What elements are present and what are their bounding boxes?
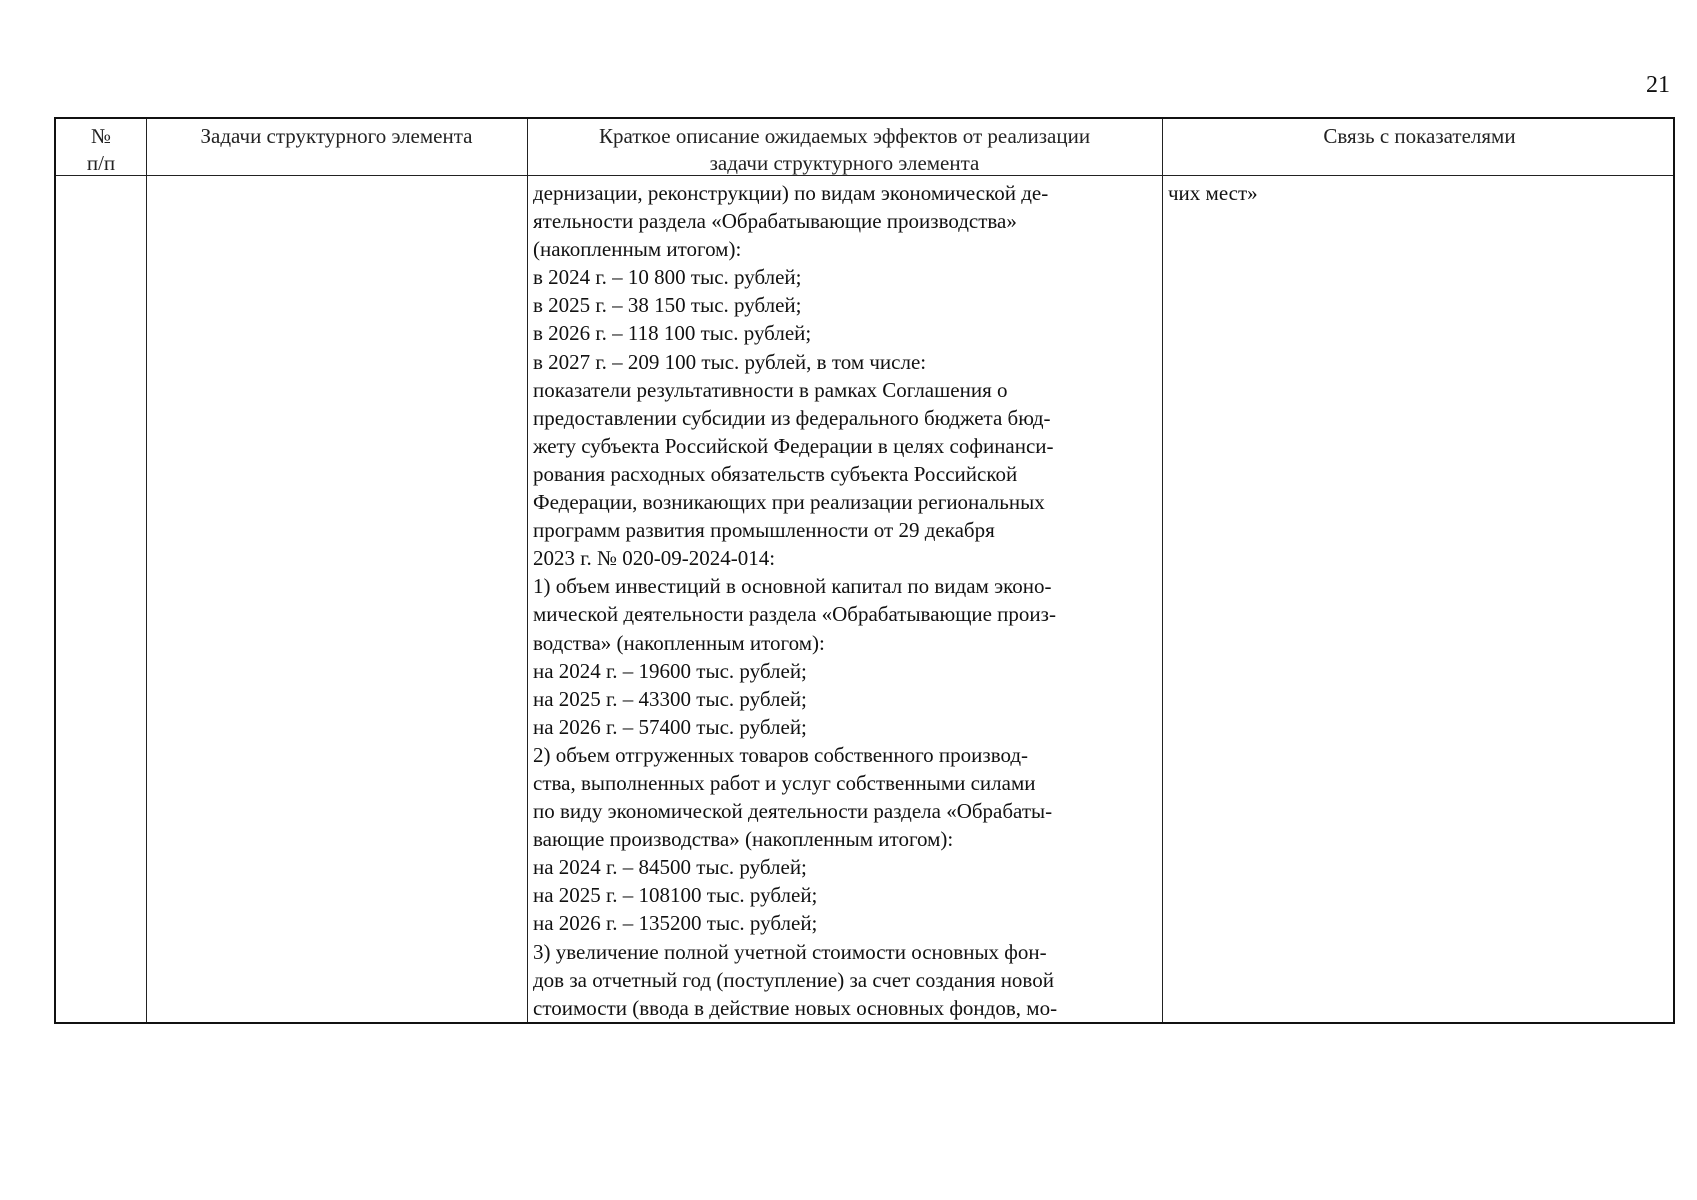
description-line: 2) объем отгруженных товаров собственного производ- — [533, 742, 1029, 767]
description-line: на 2026 г. – 135200 тыс. рублей; — [533, 911, 818, 936]
description-line: на 2025 г. – 43300 тыс. рублей; — [533, 686, 807, 711]
description-line: вающие производства» (накопленным итогом): — [533, 827, 954, 852]
description-line: жету субъекта Российской Федерации в целях софинанси- — [533, 433, 1054, 458]
description-line: в 2027 г. – 209 100 тыс. рублей, в том числе: — [533, 349, 927, 374]
column-divider — [146, 119, 147, 1022]
description-line: стоимости (ввода в действие новых основных фондов, мо- — [533, 995, 1058, 1020]
description-line: дернизации, реконструкции) по видам экономической де- — [533, 181, 1049, 205]
description-line: мической деятельности раздела «Обрабатывающие произ- — [533, 602, 1056, 627]
description-line: показатели результативности в рамках Соглашения о — [533, 377, 1008, 402]
description-line: 2023 г. № 020-09-2024-014: — [533, 546, 776, 571]
link-cell: чих мест» — [1168, 181, 1258, 205]
description-line: рования расходных обязательств субъекта Российской — [533, 461, 1018, 486]
description-line: ятельности раздела «Обрабатывающие производства» — [533, 209, 1017, 234]
column-divider — [1162, 119, 1163, 1022]
header-link: Связь с показателями — [1323, 124, 1516, 148]
description-line: водства» (накопленным итогом): — [533, 630, 825, 655]
column-divider — [527, 119, 528, 1022]
description-line: дов за отчетный год (поступление) за счет создания новой — [533, 967, 1054, 992]
description-line: (накопленным итогом): — [533, 237, 742, 262]
description-line: на 2024 г. – 19600 тыс. рублей; — [533, 658, 807, 683]
description-line: ства, выполненных работ и услуг собственными силами — [533, 770, 1036, 795]
description-line: 3) увеличение полной учетной стоимости основных фон- — [533, 939, 1047, 964]
page-number: 21 — [1646, 72, 1670, 98]
description-line: программ развития промышленности от 29 декабря — [533, 518, 995, 543]
document-table — [54, 117, 1675, 1024]
description-line: по виду экономической деятельности раздела «Обрабаты- — [533, 799, 1053, 824]
description-line: в 2025 г. – 38 150 тыс. рублей; — [533, 293, 802, 318]
description-line: на 2026 г. – 57400 тыс. рублей; — [533, 714, 807, 739]
description-line: в 2024 г. – 10 800 тыс. рублей; — [533, 265, 802, 290]
header-tasks: Задачи структурного элемента — [200, 124, 473, 148]
description-line: в 2026 г. – 118 100 тыс. рублей; — [533, 321, 812, 346]
description-line: предоставлении субсидии из федерального бюджета бюд- — [533, 405, 1051, 430]
description-line: на 2024 г. – 84500 тыс. рублей; — [533, 855, 807, 880]
description-line: на 2025 г. – 108100 тыс. рублей; — [533, 883, 818, 908]
description-cell — [533, 179, 1155, 1022]
description-line: Федерации, возникающих при реализации региональных — [533, 490, 1045, 515]
header-number: № п/п — [86, 124, 116, 175]
description-line: 1) объем инвестиций в основной капитал по видам эконо- — [533, 574, 1052, 599]
header-description: Краткое описание ожидаемых эффектов от реализации задачи структурного элемента — [598, 124, 1091, 175]
